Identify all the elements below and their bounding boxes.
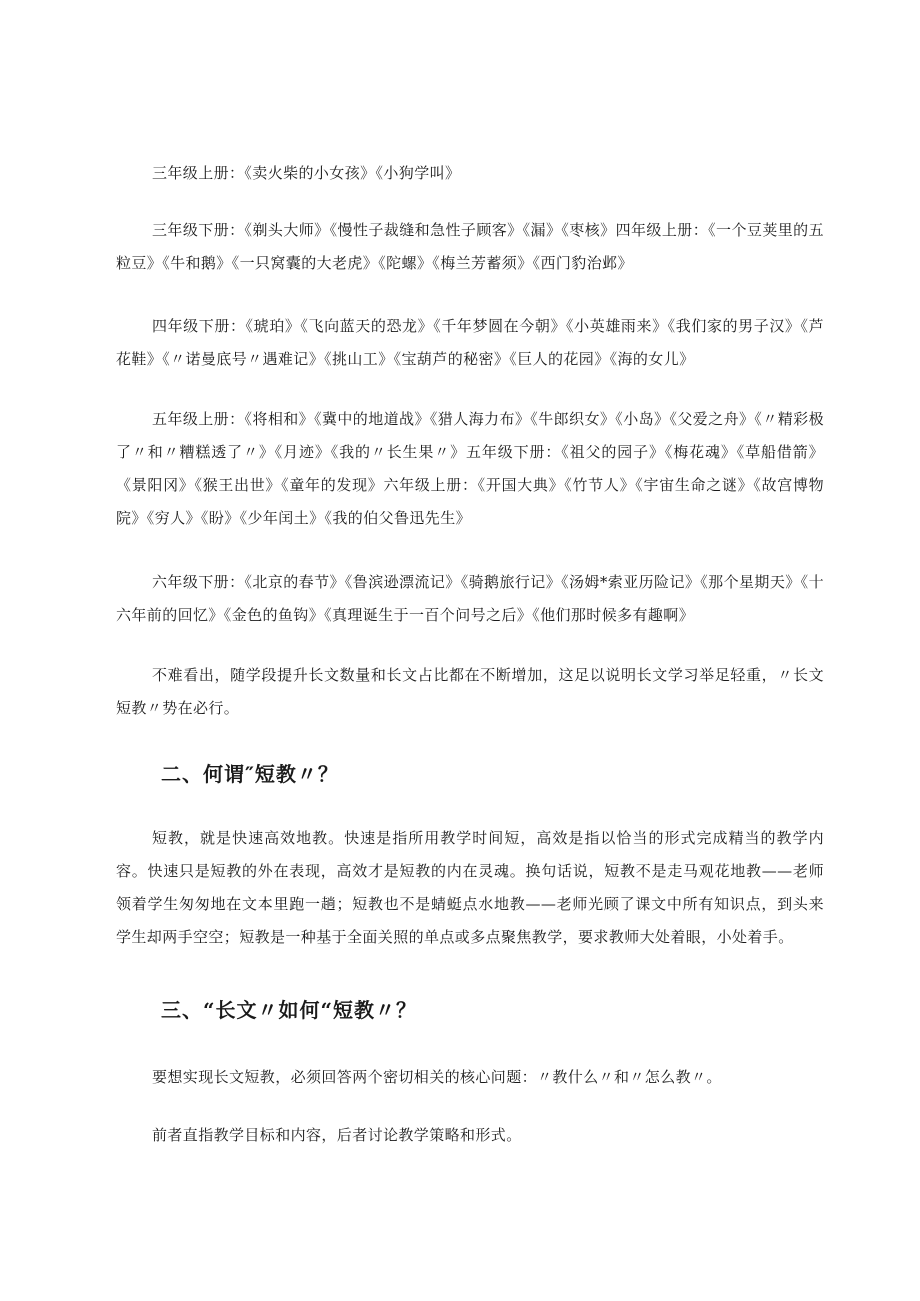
- grade3-vol1-paragraph: 三年级上册：《卖火柴的小女孩》《小狗学叫》: [152, 164, 461, 182]
- short-teaching-definition-paragraph: 短教，就是快速高效地教。快速是指所用教学时间短，高效是指以恰当的形式完成精当的教学内容。快速只是短教的外在表现，高效才是短教的内在灵魂。换句话说，短教不是走马观花地教——老师领着学生匆匆地在文本里跑一趟；短教也不是蜻蜓点水地教——老师光顾了课文中所有知识点，到头来学生却两手空空；短教是一种基于全面关照的单点或多点聚焦教学，要求教师大处着眼，小处着手。: [116, 829, 824, 946]
- section-heading-3: 三、“长文〃如何“短教〃？: [161, 998, 418, 1022]
- objectives-strategies-paragraph: 前者直指教学目标和内容，后者讨论教学策略和形式。: [152, 1126, 522, 1144]
- section-heading-2: 二、何谓″短教〃？: [161, 762, 339, 786]
- grade3-vol2-grade4-vol1-paragraph: 三年级下册：《剃头大师》《慢性子裁缝和急性子顾客》《漏》《枣核》四年级上册：《一个豆荚里的五粒豆》《牛和鹅》《一只窝囊的大老虎》《陀螺》《梅兰芳蓄须》《西门豹治邺》: [116, 221, 824, 272]
- grade4-vol2-paragraph: 四年级下册：《琥珀》《飞向蓝天的恐龙》《千年梦圆在今朝》《小英雄雨来》《我们家的男子汉》《芦花鞋》《〃诺曼底号〃遇难记》《挑山工》《宝葫芦的秘密》《巨人的花园》《海的女儿》: [116, 317, 824, 368]
- grade5-grade6-vol1-paragraph: 五年级上册：《将相和》《冀中的地道战》《猎人海力布》《牛郎织女》《小岛》《父爱之舟》《〃精彩极了〃和〃糟糕透了〃》《月迹》《我的〃长生果〃》五年级下册：《祖父的园子》《梅花魂》《草船借箭》《景阳冈》《猴王出世》《童年的发现》六年级上册：《开国大典》《竹节人》《宇宙生命之谜》《故宫博物院》《穷人》《盼》《少年闰土》《我的伯父鲁迅先生》: [116, 410, 824, 527]
- core-questions-paragraph: 要想实现长文短教，必须回答两个密切相关的核心问题：〃教什么〃和〃怎么教〃。: [152, 1068, 722, 1086]
- grade6-vol2-paragraph: 六年级下册：《北京的春节》《鲁滨逊漂流记》《骑鹅旅行记》《汤姆*索亚历险记》《那个星期天》《十六年前的回忆》《金色的鱼钩》《真理诞生于一百个问号之后》《他们那时候多有趣啊》: [116, 573, 824, 624]
- conclusion-paragraph: 不难看出，随学段提升长文数量和长文占比都在不断增加，这足以说明长文学习举足轻重，〃长文短教〃势在必行。: [116, 666, 824, 717]
